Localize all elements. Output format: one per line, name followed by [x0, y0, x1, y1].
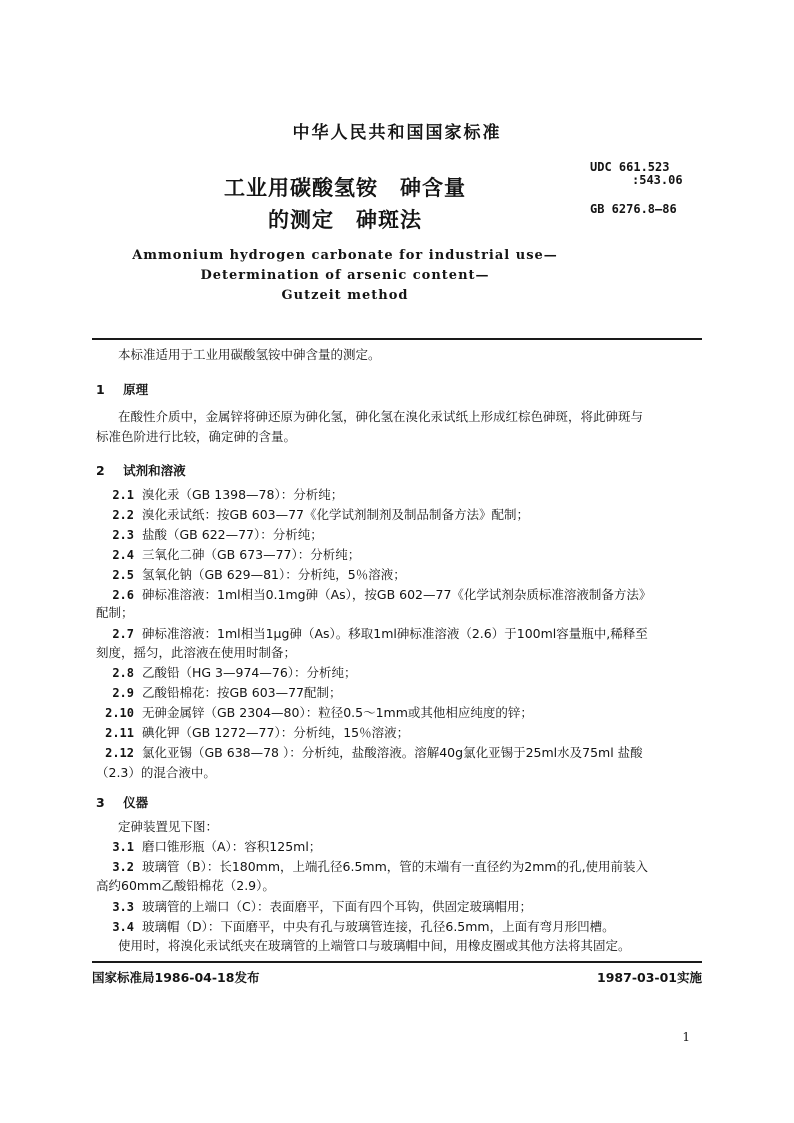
title-line-1: 工业用碳酸氢铵 砷含量: [224, 176, 466, 200]
section-1-heading: [96, 380, 148, 398]
page-number: 1: [682, 1030, 690, 1044]
title-line-2: 的测定 砷斑法: [268, 208, 422, 232]
apparatus-item: 3.1 磨口锥形瓶（A）：容积125ml；: [112, 839, 322, 854]
reagent-item: 2.3 盐酸（GB 622—77）：分析纯；: [112, 527, 323, 542]
apparatus-item: 3.3 玻璃管的上端口（C）：表面磨平，下面有四个耳钩，供固定玻璃帽用；: [112, 899, 532, 914]
english-title-line-2: Determination of arsenic content—: [200, 268, 490, 283]
standard-org: 中华人民共和国国家标准: [292, 123, 502, 143]
reagent-item: 2.8 乙酸铅（HG 3—974—76）：分析纯；: [112, 665, 357, 680]
reagent-item: 2.12 氯化亚锡（GB 638—78 ）：分析纯，盐酸溶液。溶解40g氯化亚锡于25ml水及75ml 盐酸: [105, 745, 643, 760]
udc-continuation: :543.06: [632, 173, 683, 187]
reagent-item: 2.10 无砷金属锌（GB 2304—80）：粒径0.5～1mm或其他相应纯度的锌；: [105, 705, 533, 720]
section-1-para-line-1: 在酸性介质中，金属锌将砷还原为砷化氢，砷化氢在溴化汞试纸上形成红棕色砷斑，将此砷斑与: [118, 409, 644, 424]
intro-paragraph: 本标准适用于工业用碳酸氢铵中砷含量的测定。: [118, 347, 381, 362]
section-3-closing: 使用时，将溴化汞试纸夹在玻璃管的上端管口与玻璃帽中间，用橡皮圈或其他方法将其固定。: [118, 938, 631, 953]
section-3-number: 3: [96, 795, 105, 810]
english-title-line-1: Ammonium hydrogen carbonate for industrial use—: [132, 248, 558, 263]
reagent-item: 2.6 砷标准溶液：1ml相当0.1mg砷（As），按GB 602—77《化学试剂杂质标准溶液制备方法》: [112, 587, 652, 602]
footer-divider: [92, 961, 702, 963]
section-3-title: 仪器: [123, 795, 149, 810]
reagent-item: 2.4 三氧化二砷（GB 673—77）：分析纯；: [112, 547, 361, 562]
gb-number: GB 6276.8—86: [590, 202, 677, 216]
section-3-heading: [96, 793, 148, 811]
reagent-item: 2.1 溴化汞（GB 1398—78）：分析纯；: [112, 487, 344, 502]
section-2-heading: [96, 461, 186, 479]
reagent-item-continuation: （2.3）的混合液中。: [96, 765, 216, 780]
section-1-para-line-2: 标准色阶进行比较，确定砷的含量。: [96, 429, 297, 444]
reagent-item: 2.7 砷标准溶液：1ml相当1μg砷（As）。移取1ml砷标准溶液（2.6）于100ml容量瓶中,稀释至: [112, 626, 648, 641]
udc-code: [590, 161, 683, 187]
section-1-title: 原理: [123, 382, 149, 397]
reagent-item-continuation: 刻度，摇匀，此溶液在使用时制备；: [96, 645, 297, 660]
section-1-number: 1: [96, 382, 105, 397]
apparatus-item-continuation: 高约60mm乙酸铅棉花（2.9）。: [96, 878, 275, 893]
reagent-item: 2.5 氢氧化钠（GB 629—81）：分析纯，5％溶液；: [112, 567, 406, 582]
reagent-item: 2.2 溴化汞试纸：按GB 603—77《化学试剂制剂及制品制备方法》配制；: [112, 507, 530, 522]
section-2-number: 2: [96, 463, 105, 478]
reagent-item: 2.9 乙酸铅棉花：按GB 603—77配制；: [112, 685, 342, 700]
effective-date: 1987-03-01实施: [597, 970, 702, 985]
reagent-item: 2.11 碘化钾（GB 1272—77）：分析纯，15％溶液；: [105, 725, 410, 740]
section-2-title: 试剂和溶液: [123, 463, 186, 478]
header-divider: [92, 338, 702, 340]
section-3-lead: 定砷装置见下图：: [118, 819, 219, 834]
english-title-line-3: Gutzeit method: [281, 288, 409, 303]
apparatus-item: 3.4 玻璃帽（D）：下面磨平，中央有孔与玻璃管连接，孔径6.5mm，上面有弯月形凹槽。: [112, 919, 615, 934]
reagent-item-continuation: 配制；: [96, 605, 134, 620]
issued-date: 国家标准局1986-04-18发布: [92, 970, 260, 985]
udc-label: UDC 661.523: [590, 160, 670, 174]
apparatus-item: 3.2 玻璃管（B）：长180mm，上端孔径6.5mm，管的末端有一直径约为2mm的孔,使用前装入: [112, 859, 649, 874]
